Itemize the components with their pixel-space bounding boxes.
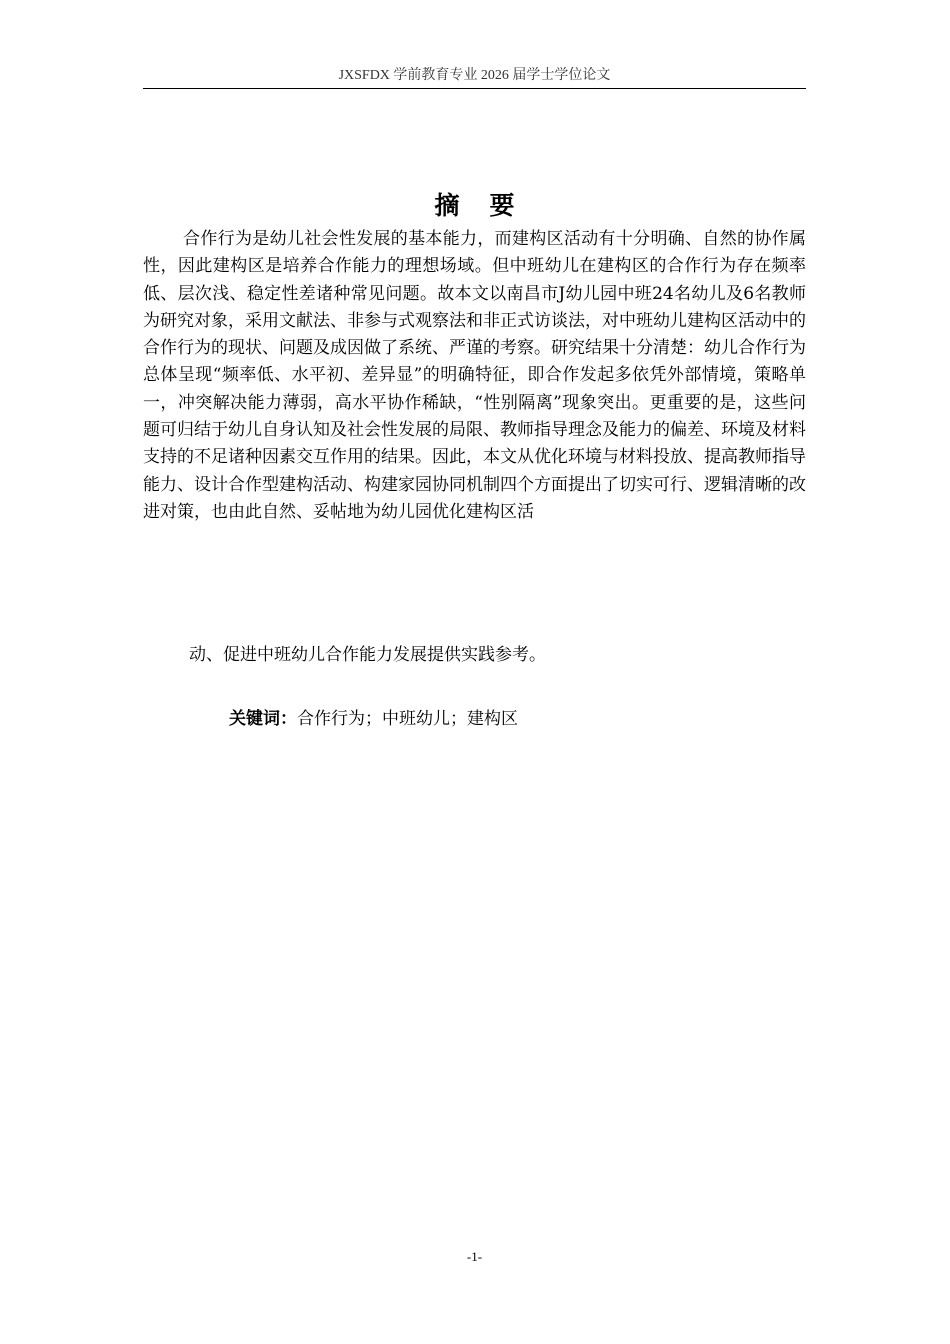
running-header: JXSFDX 学前教育专业 2026 届学士学位论文: [338, 68, 611, 83]
keywords-line: [229, 706, 789, 732]
abstract-title: 摘要: [434, 191, 545, 220]
keywords-label: 关键词：: [229, 709, 297, 729]
abstract-body: 合作行为是幼儿社会性发展的基本能力，而建构区活动有十分明确、自然的协作属性，因此建构区是培养合作能力的理想场域。但中班幼儿在建构区的合作行为存在频率低、层次浅、稳定性差诸种常见问题。故本文以南昌市J幼儿园中班24名幼儿及6名教师为研究对象，采用文献法、非参与式观察法和非正式访谈法，对中班幼儿建构区活动中的合作行为的现状、问题及成因做了系统、严谨的考察。研究结果十分清楚：幼儿合作行为总体呈现“频率低、水平初、差异显”的明确特征，即合作发起多依凭外部情境，策略单一，冲突解决能力薄弱，高水平协作稀缺，“性别隔离”现象突出。更重要的是，这些问题可归结于幼儿自身认知及社会性发展的局限、教师指导理念及能力的偏差、环境及材料支持的不足诸种因素交互作用的结果。因此，本文从优化环境与材料投放、提高教师指导能力、设计合作型建构活动、构建家园协同机制四个方面提出了切实可行、逻辑清晰的改进对策，也由此自然、妥帖地为幼儿园优化建构区活: [143, 229, 806, 522]
page-number: -1-: [466, 1249, 483, 1264]
abstract-body-continuation: 动、促进中班幼儿合作能力发展提供实践参考。: [189, 645, 546, 665]
keywords-terms: 合作行为；中班幼儿；建构区: [297, 709, 518, 729]
header-divider: [143, 88, 806, 89]
